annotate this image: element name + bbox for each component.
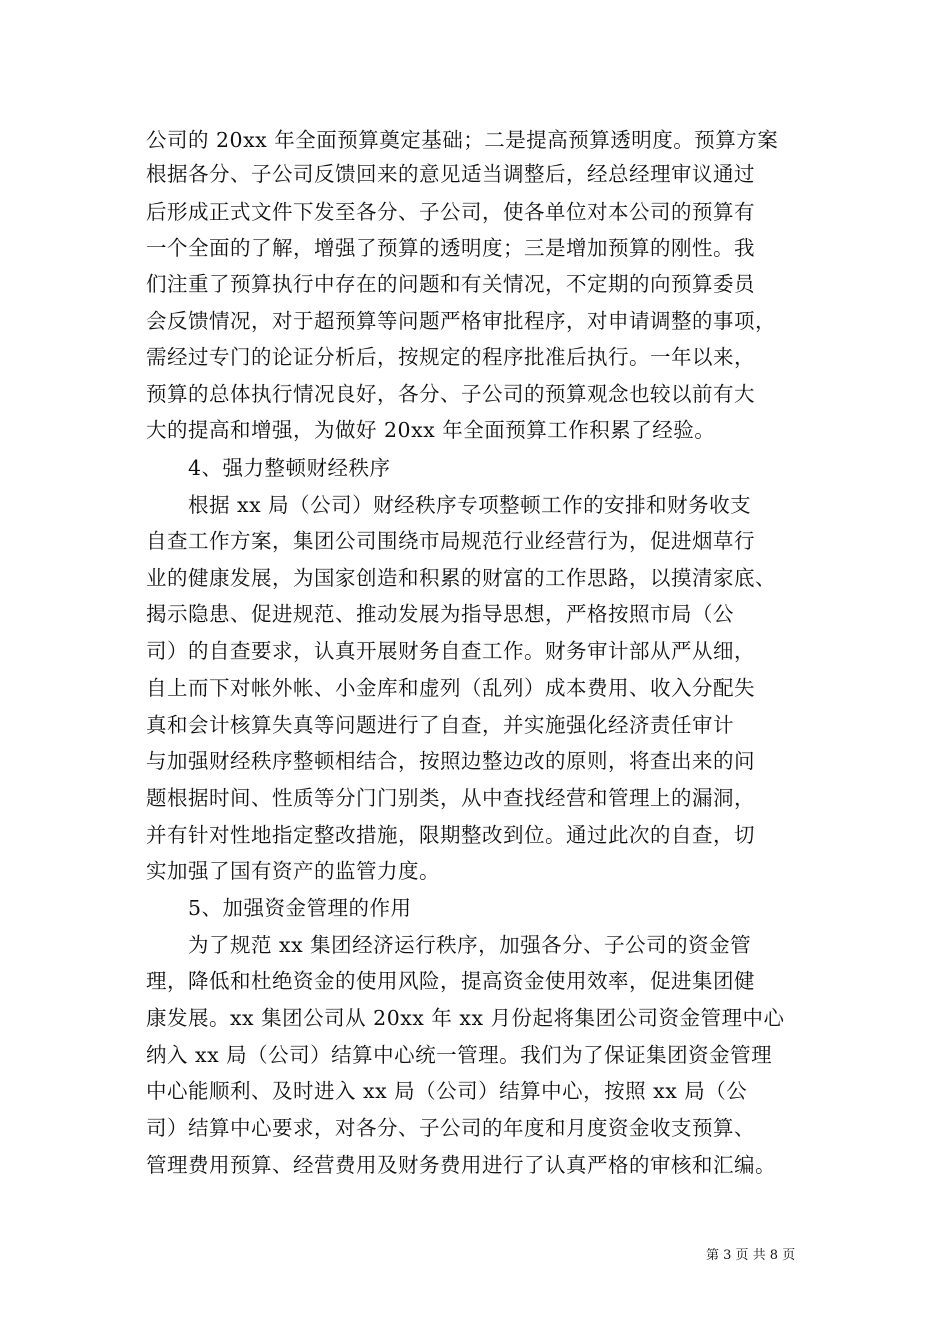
text-line: 司）的自查要求，认真开展财务自查工作。财务审计部从严从细， <box>146 639 755 663</box>
text-line: 会反馈情况，对于超预算等问题严格审批程序，对申请调整的事项， <box>146 309 776 333</box>
text-line: 预算的总体执行情况良好，各分、子公司的预算观念也较以前有大 <box>146 382 755 406</box>
section-heading: 4、强力整顿财经秩序 <box>188 456 391 480</box>
text-line: 自查工作方案，集团公司围绕市局规范行业经营行为，促进烟草行 <box>146 529 755 553</box>
text-line: 题根据时间、性质等分门门别类，从中查找经营和管理上的漏洞， <box>146 786 755 810</box>
text-line: 自上而下对帐外帐、小金库和虚列（乱列）成本费用、收入分配失 <box>146 676 755 700</box>
text-line: 业的健康发展，为国家创造和积累的财富的工作思路，以摸清家底、 <box>146 566 776 590</box>
text-line: 实加强了国有资产的监管力度。 <box>146 859 440 883</box>
text-line: 司）结算中心要求，对各分、子公司的年度和月度资金收支预算、 <box>146 1116 755 1140</box>
text-line: 们注重了预算执行中存在的问题和有关情况，不定期的向预算委员 <box>146 272 755 296</box>
text-line: 公司的 20xx 年全面预算奠定基础；二是提高预算透明度。预算方案 <box>146 128 779 152</box>
text-line: 需经过专门的论证分析后，按规定的程序批准后执行。一年以来， <box>146 345 755 369</box>
text-line: 与加强财经秩序整顿相结合，按照边整边改的原则，将查出来的问 <box>146 749 755 773</box>
text-line: 大的提高和增强，为做好 20xx 年全面预算工作积累了经验。 <box>146 418 716 442</box>
text-line: 真和会计核算失真等问题进行了自查，并实施强化经济责任审计 <box>146 713 734 737</box>
text-line: 理，降低和杜绝资金的使用风险，提高资金使用效率，促进集团健 <box>146 969 755 993</box>
text-line: 管理费用预算、经营费用及财务费用进行了认真严格的审核和汇编。 <box>146 1153 776 1177</box>
text-line: 纳入 xx 局（公司）结算中心统一管理。我们为了保证集团资金管理 <box>146 1043 773 1067</box>
text-line: 根据各分、子公司反馈回来的意见适当调整后，经总经理审议通过 <box>146 162 755 186</box>
text-line: 揭示隐患、促进规范、推动发展为指导思想，严格按照市局（公 <box>146 602 734 626</box>
text-line: 为了规范 xx 集团经济运行秩序，加强各分、子公司的资金管 <box>188 933 752 957</box>
section-heading: 5、加强资金管理的作用 <box>188 896 412 920</box>
text-line: 并有针对性地指定整改措施，限期整改到位。通过此次的自查，切 <box>146 823 755 847</box>
text-line: 后形成正式文件下发至各分、子公司，使各单位对本公司的预算有 <box>146 200 755 224</box>
text-line: 中心能顺利、及时进入 xx 局（公司）结算中心，按照 xx 局（公 <box>146 1079 748 1103</box>
page-number: 第 3 页 共 8 页 <box>706 1248 796 1263</box>
text-line: 根据 xx 局（公司）财经秩序专项整顿工作的安排和财务收支 <box>188 493 752 517</box>
text-line: 康发展。xx 集团公司从 20xx 年 xx 月份起将集团公司资金管理中心 <box>146 1006 785 1030</box>
text-line: 一个全面的了解，增强了预算的透明度；三是增加预算的刚性。我 <box>146 236 755 260</box>
